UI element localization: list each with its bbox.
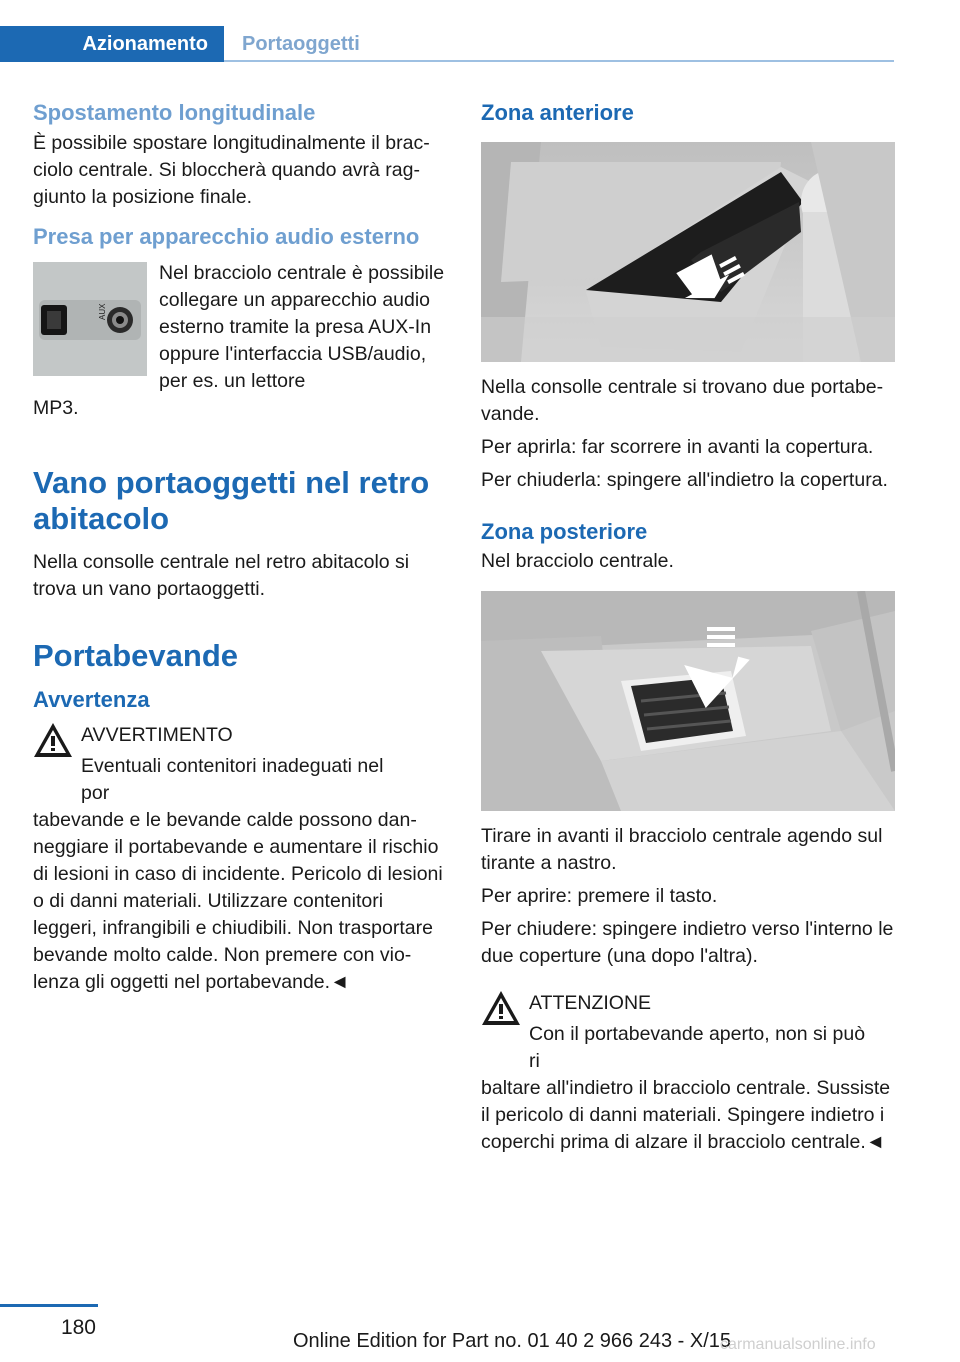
warning-title: AVVERTIMENTO [81, 724, 233, 746]
warning-block [33, 722, 448, 807]
edition-text: Online Edition for Part no. 01 40 2 966 243 - X/15 [292, 1330, 732, 1352]
heading-portabevande: Portabevande [33, 638, 239, 673]
aux-usb-image [33, 262, 147, 376]
front-cupholder-image [481, 142, 895, 362]
footer-rule [0, 1304, 98, 1307]
aux-label: AUX [98, 303, 107, 320]
warning-text-a: Eventuali contenitori inadeguati nel por [81, 755, 384, 804]
attention-icon [481, 990, 529, 1075]
front-cupholder-illustration [481, 142, 895, 362]
rear-cupholder-image [481, 591, 895, 811]
attention-title: ATTENZIONE [529, 992, 652, 1014]
warning-text-b: tabevande e le bevande calde possono danneggiare il portabevande e aumentare il rischio di lesioni in caso di incidente. Pericolo di lesioni o di danni materiali. Utilizzare contenitori leggeri, infrangibili e chiudibili. Non trasportare bevande molto calde. Non premere con violenza gli oggetti nel portabevande.◄ [33, 809, 443, 993]
page-number: 180 [60, 1316, 96, 1339]
text-vano: Nella consolle centrale nel retro abitacolo si trova un vano portaoggetti. [33, 551, 410, 600]
attention-text-b: baltare all'indietro il bracciolo centrale. Sussiste il pericolo di danni materiali. Spingere indietro i coperchi prima di alzare il bracciolo centrale.◄ [481, 1077, 891, 1153]
heading-presa: Presa per apparecchio audio esterno [33, 224, 420, 249]
text-anteriore-2: Per aprirla: far scorrere in avanti la copertura. [481, 436, 874, 458]
text-anteriore-1: Nella consolle centrale si trovano due portabevande. [481, 376, 884, 425]
text-presa-a: Nel bracciolo centrale è possibile collegare un apparecchio audio esterno tramite la presa AUX-In oppure l'interfaccia USB/audio, per es. un lettore [159, 262, 445, 392]
text-posteriore-1: Nel bracciolo centrale. [481, 550, 674, 572]
heading-vano: Vano portaoggetti nel retro abitacolo [33, 465, 430, 536]
attention-block [481, 990, 897, 1075]
attention-text-a: Con il portabevande aperto, non si può ri [529, 1023, 866, 1072]
aux-usb-illustration [33, 262, 147, 376]
right-column [481, 98, 897, 1156]
left-column [33, 98, 448, 996]
text-posteriore-3: Per aprire: premere il tasto. [481, 885, 718, 907]
heading-avvertenza: Avvertenza [33, 687, 150, 712]
header-tabs [0, 26, 894, 62]
text-anteriore-3: Per chiuderla: spingere all'indietro la copertura. [481, 469, 888, 491]
rear-cupholder-illustration [481, 591, 895, 811]
watermark: carmanualsonline.info [720, 1336, 876, 1353]
warning-icon [33, 722, 81, 807]
tab-portaoggetti[interactable]: Portaoggetti [224, 26, 894, 62]
text-presa-b: MP3. [33, 397, 79, 419]
heading-anteriore: Zona anteriore [481, 100, 634, 125]
text-posteriore-4: Per chiudere: spingere indietro verso l'interno le due coperture (una dopo l'altra). [481, 918, 894, 967]
text-spostamento: È possibile spostare longitudinalmente il bracciolo centrale. Si bloccherà quando avrà raggiunto la posizione finale. [33, 132, 430, 208]
text-posteriore-2: Tirare in avanti il bracciolo centrale agendo sul tirante a nastro. [481, 825, 883, 874]
heading-spostamento: Spostamento longitudinale [33, 100, 316, 125]
tab-azionamento[interactable]: Azionamento [0, 26, 224, 62]
presa-block [33, 260, 448, 395]
heading-posteriore: Zona posteriore [481, 519, 648, 544]
